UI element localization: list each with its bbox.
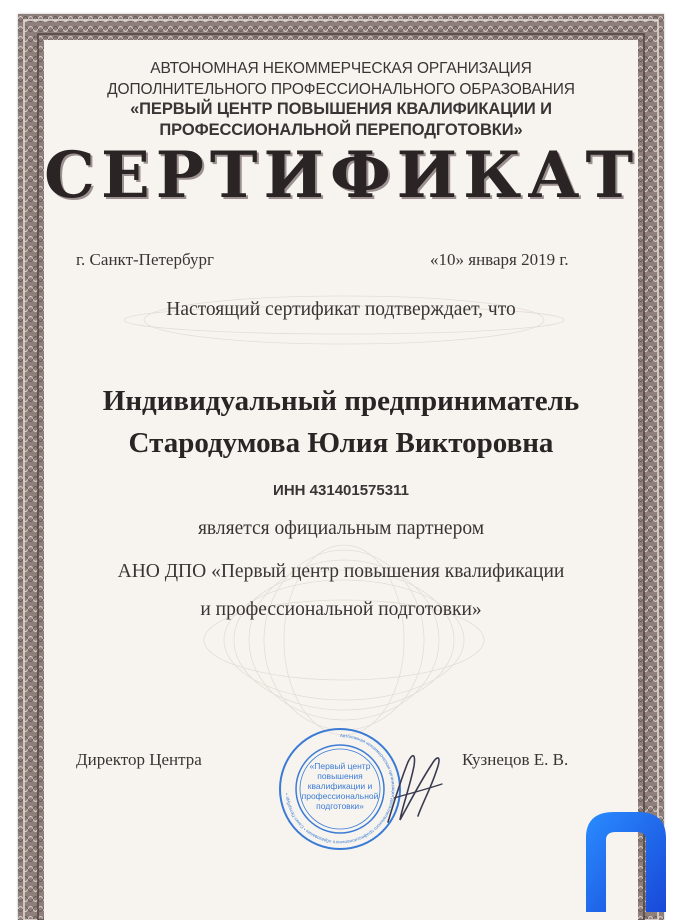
svg-text:квалификации и: квалификации и (307, 781, 373, 791)
signatory-name: Кузнецов Е. В. (462, 750, 569, 769)
svg-text:профессиональной: профессиональной (301, 791, 379, 801)
recipient-name: Стародумова Юлия Викторовна (128, 427, 554, 459)
certificate-title: СЕРТИФИКАТ (44, 138, 640, 213)
svg-text:Автономная некоммерческая орга: Автономная некоммерческая организация дополнительного профессионального образования • Санкт-Петербург • (284, 732, 396, 846)
org-line-2: ДОПОЛНИТЕЛЬНОГО ПРОФЕССИОНАЛЬНОГО ОБРАЗОВАНИЯ (107, 81, 575, 98)
city: г. Санкт-Петербург (76, 250, 214, 269)
recipient-title: Индивидуальный предприниматель (102, 385, 580, 417)
statement-line-1: является официальным партнером (197, 518, 485, 539)
signatory-position: Директор Центра (76, 750, 202, 769)
statement-line-3: и профессиональной подготовки» (200, 599, 482, 620)
date: «10» января 2019 г. (430, 250, 569, 269)
brand-logo-icon (582, 808, 670, 916)
recipient-inn: ИНН 431401575311 (273, 482, 409, 499)
handwritten-signature (380, 742, 450, 830)
svg-text:подготовки»: подготовки» (316, 801, 364, 811)
svg-text:«Первый центр: «Первый центр (309, 761, 371, 771)
org-line-1: АВТОНОМНАЯ НЕКОММЕРЧЕСКАЯ ОРГАНИЗАЦИЯ (150, 60, 532, 77)
org-line-3: «ПЕРВЫЙ ЦЕНТР ПОВЫШЕНИЯ КВАЛИФИКАЦИИ И (130, 100, 552, 118)
statement-line-2: АНО ДПО «Первый центр повышения квалификации (117, 561, 565, 582)
confirmation-text: Настоящий сертификат подтверждает, что (166, 299, 516, 320)
org-line-4: ПРОФЕССИОНАЛЬНОЙ ПЕРЕПОДГОТОВКИ» (159, 121, 523, 139)
svg-text:повышения: повышения (317, 771, 363, 781)
